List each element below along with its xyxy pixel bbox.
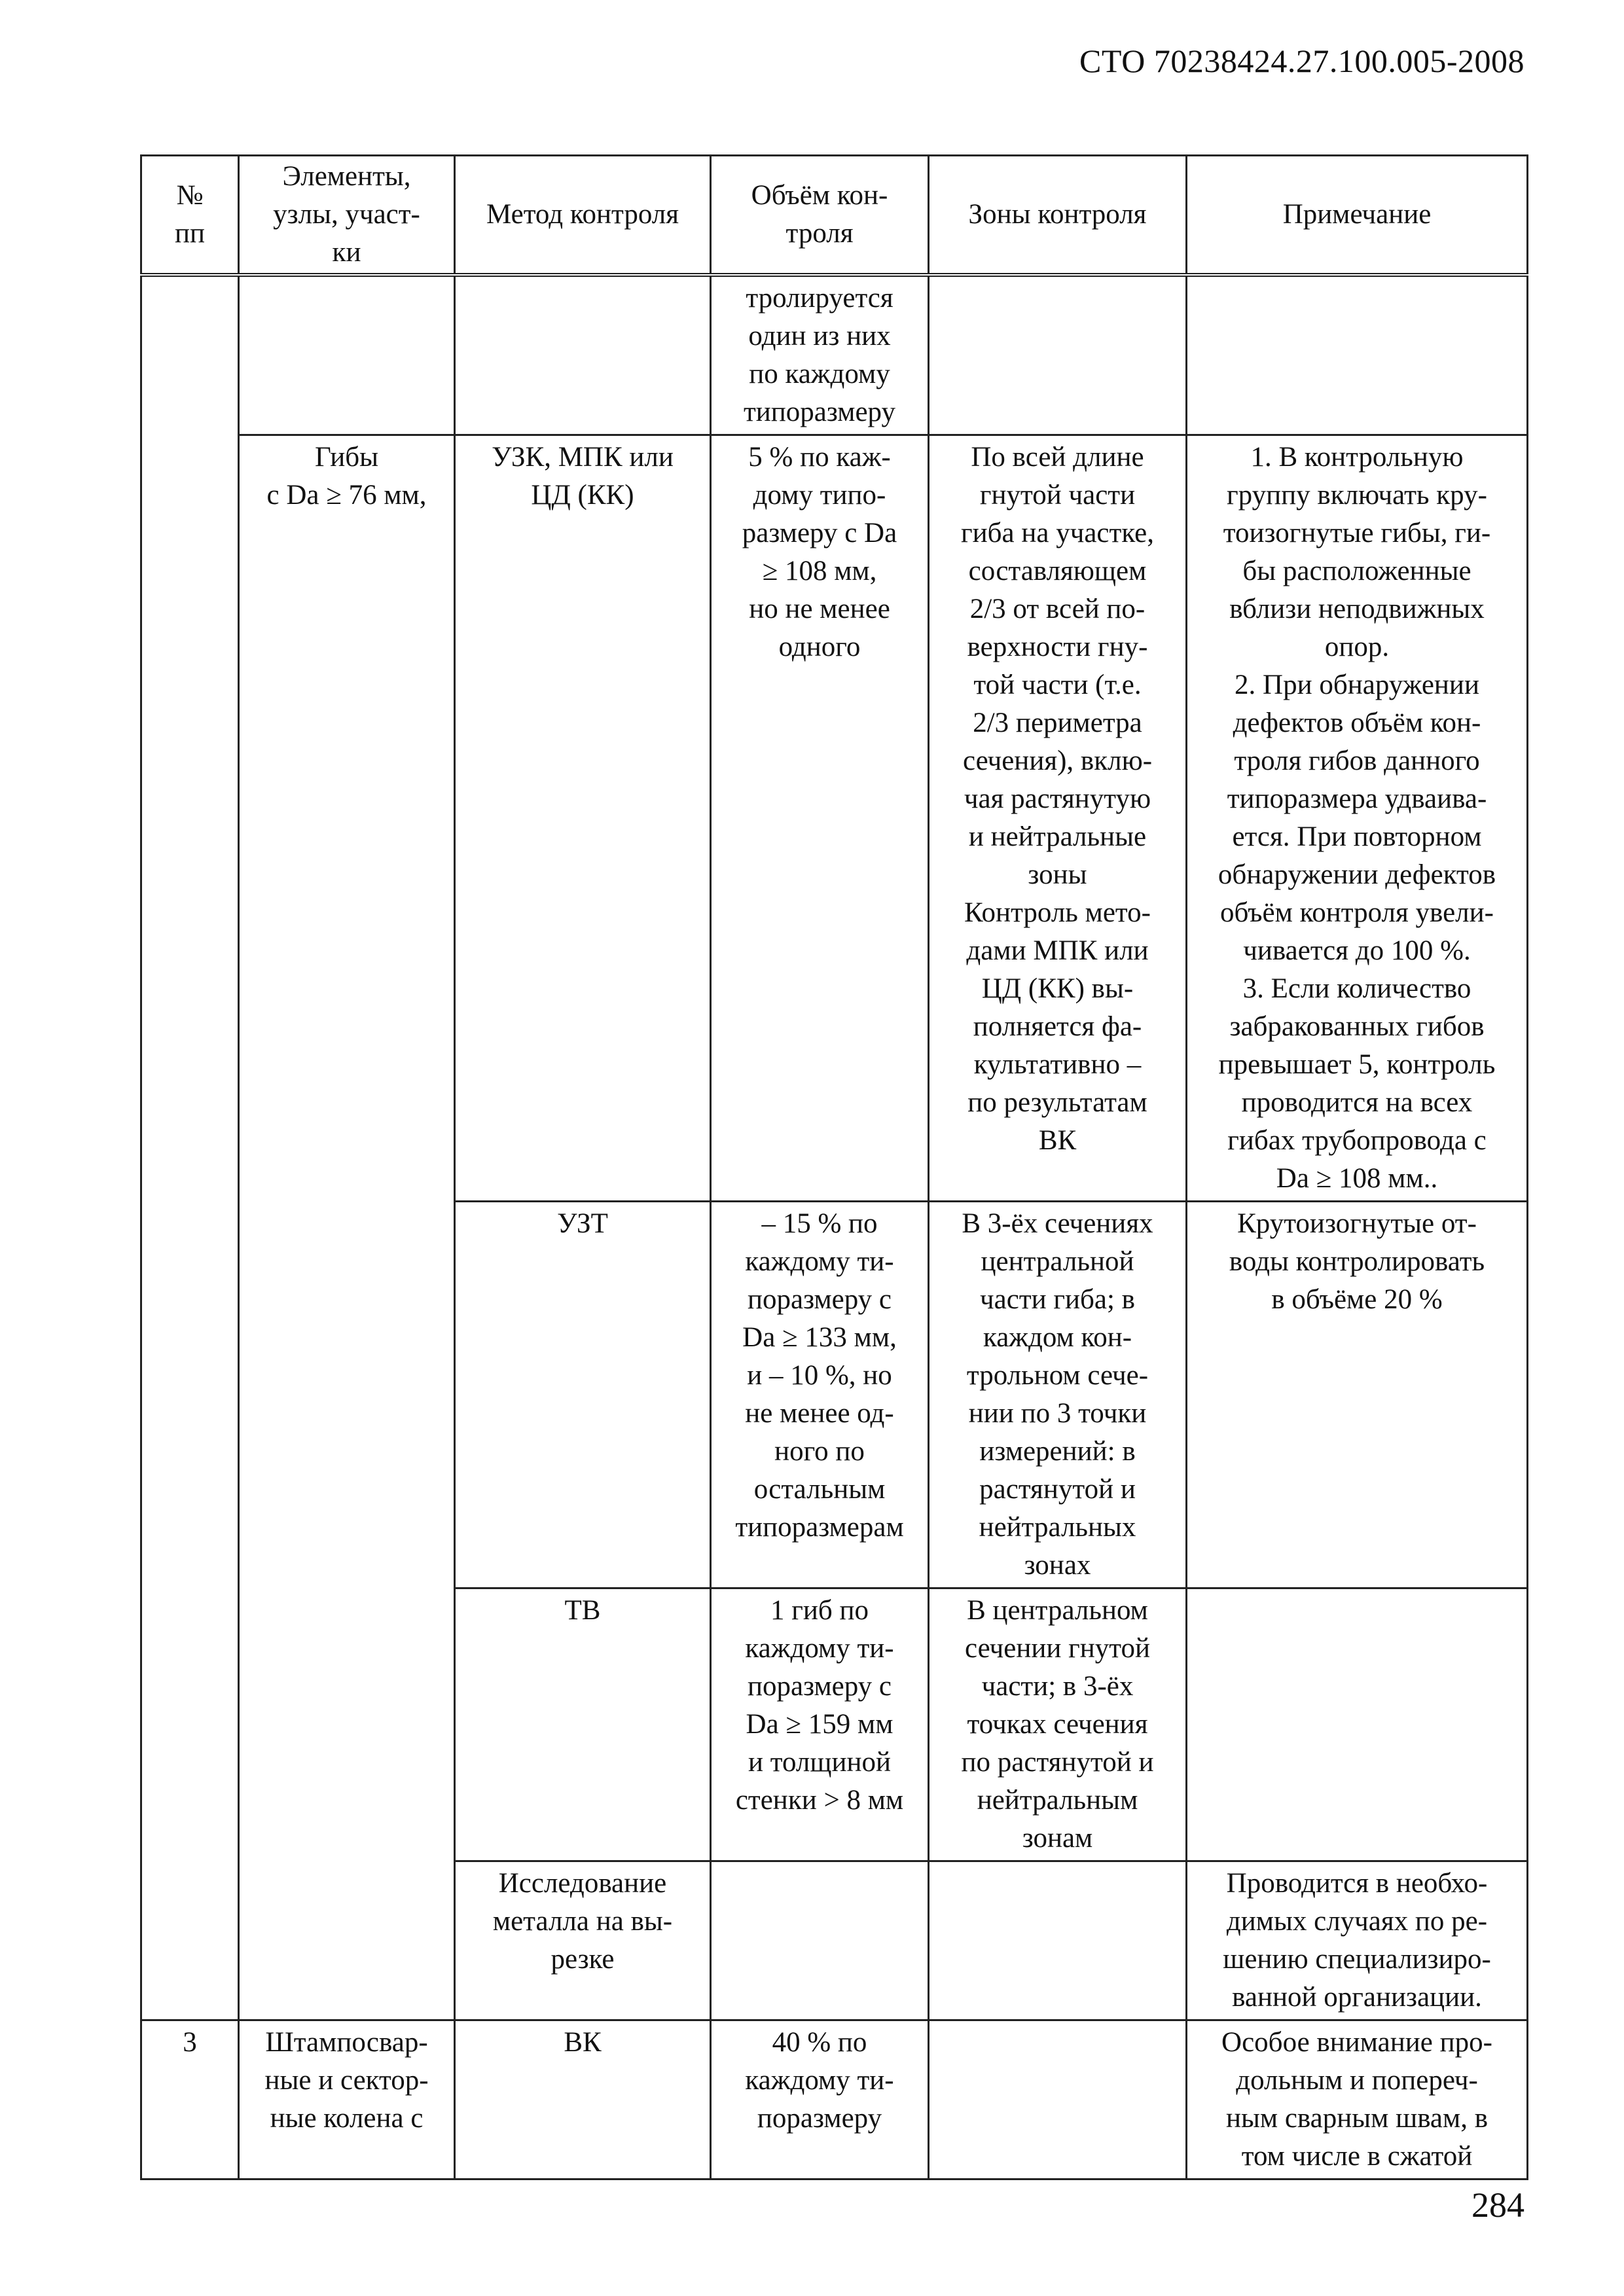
table-row-continued — [141, 275, 1528, 435]
cell-volume-continued: тролируется один из них по каждому типоразмеру — [711, 275, 929, 435]
cell-zones-empty — [929, 275, 1187, 435]
column-header-number: № пп — [141, 156, 239, 276]
cell-volume-cutout — [711, 1861, 929, 2020]
column-header-method: Метод контроля — [455, 156, 711, 276]
cell-element-empty — [239, 275, 455, 435]
column-header-elements: Элементы, узлы, участ- ки — [239, 156, 455, 276]
table-header-row — [141, 156, 1528, 276]
control-table — [140, 154, 1528, 2180]
cell-volume-ultrasonic: 5 % по каж- дому типо- размеру с Da ≥ 108 мм, но не менее одного — [711, 435, 929, 1202]
cell-note-ultrasonic: 1. В контрольную группу включать кру- тоизогнутые гибы, ги- бы расположенные вблизи неподвижных опор. 2. При обнаружении дефектов объём кон- троля гибов данного типоразмера удваива- ется. При повторном обнаружении дефектов объём контроля увели- чивается до 100 %. 3. Если количество забракованных гибов превышает 5, контроль проводится на всех гибах трубопровода с Da ≥ 108 мм.. — [1187, 435, 1528, 1202]
cell-method-thickness: УЗТ — [455, 1202, 711, 1588]
cell-note-cutout: Проводится в необхо- димых случаях по ре- шению специализиро- ванной организации. — [1187, 1861, 1528, 2020]
column-header-volume: Объём кон- троля — [711, 156, 929, 276]
cell-zones-ultrasonic: По всей длине гнутой части гиба на участке, составляющем 2/3 от всей по- верхности гну- той части (т.е. 2/3 периметра сечения), вклю- чая растянутую и нейтральные зоны Контроль мето- дами МПК или ЦД (КК) вы- полняется фа- культативно – по результатам ВК — [929, 435, 1187, 1202]
cell-volume-thickness: – 15 % по каждому ти- поразмеру с Da ≥ 133 мм, и – 10 %, но не менее од- ного по остальным типоразмерам — [711, 1202, 929, 1588]
cell-method-hardness: ТВ — [455, 1588, 711, 1861]
cell-element-bends: Гибы с Da ≥ 76 мм, — [239, 435, 455, 2020]
cell-method-cutout: Исследование металла на вы- резке — [455, 1861, 711, 2020]
cell-method-ultrasonic: УЗК, МПК или ЦД (КК) — [455, 435, 711, 1202]
cell-method-visual: ВК — [455, 2020, 711, 2179]
cell-method-empty — [455, 275, 711, 435]
cell-note-hardness — [1187, 1588, 1528, 1861]
cell-element-stamped: Штампосвар- ные и сектор- ные колена с — [239, 2020, 455, 2179]
cell-volume-hardness: 1 гиб по каждому ти- поразмеру с Da ≥ 159 мм и толщиной стенки > 8 мм — [711, 1588, 929, 1861]
cell-zones-thickness: В 3-ёх сечениях центральной части гиба; в каждом кон- трольном сече- нии по 3 точки измерений: в растянутой и нейтральных зонах — [929, 1202, 1187, 1588]
cell-zones-visual — [929, 2020, 1187, 2179]
cell-note-visual: Особое внимание про- дольным и попереч- ным сварным швам, в том числе в сжатой — [1187, 2020, 1528, 2179]
cell-number-empty — [141, 275, 239, 2020]
document-code: СТО 70238424.27.100.005-2008 — [1079, 43, 1525, 79]
column-header-note: Примечание — [1187, 156, 1528, 276]
cell-note-thickness: Крутоизогнутые от- воды контролировать в объёме 20 % — [1187, 1202, 1528, 1588]
cell-note-empty — [1187, 275, 1528, 435]
table-row-bends-ultrasonic — [141, 435, 1528, 1202]
cell-zones-cutout — [929, 1861, 1187, 2020]
page-number: 284 — [1471, 2185, 1525, 2225]
cell-zones-hardness: В центральном сечении гнутой части; в 3-ёх точках сечения по растянутой и нейтральным зонам — [929, 1588, 1187, 1861]
cell-volume-visual: 40 % по каждому ти- поразмеру — [711, 2020, 929, 2179]
column-header-zones: Зоны контроля — [929, 156, 1187, 276]
cell-number-3: 3 — [141, 2020, 239, 2179]
table-row-stamped-elbows — [141, 2020, 1528, 2179]
